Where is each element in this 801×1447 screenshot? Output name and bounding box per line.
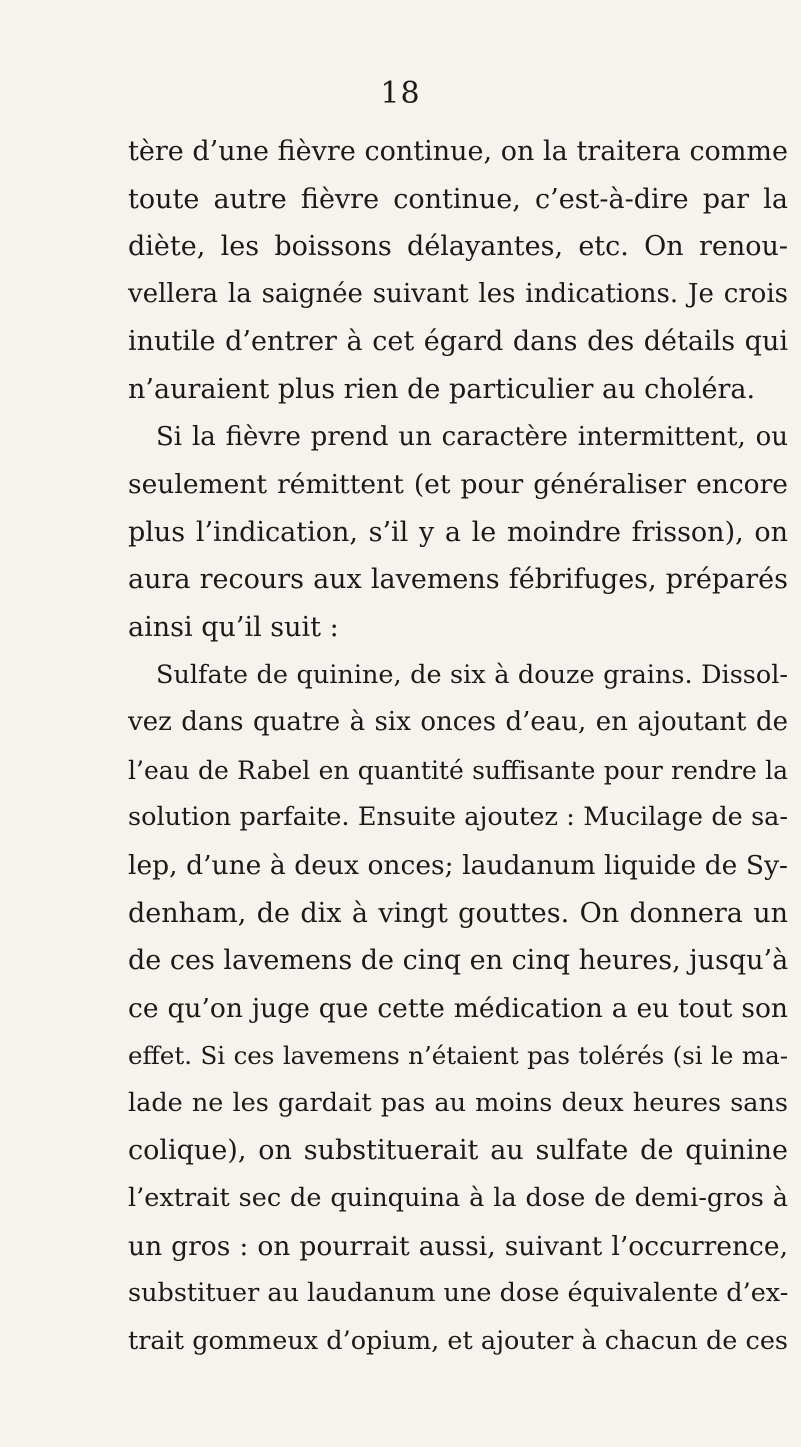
text-line: trait gommeux d’opium, et ajouter à chacun de ces [128,1325,788,1356]
text-line: vez dans quatre à six onces d’eau, en ajoutant de [128,707,788,738]
text-line: lep, d’une à deux onces; laudanum liquide de Sy- [128,849,788,881]
text-line: diète, les boissons délayantes, etc. On renou- [128,231,788,263]
text-line: aura recours aux lavemens fébrifuges, préparés [128,564,788,596]
text-line: inutile d’entrer à cet égard dans des détails qui [128,326,788,358]
text-line: effet. Si ces lavemens n’étaient pas tolérés (si le ma- [128,1041,788,1071]
text-line: n’auraient plus rien de particulier au choléra. [128,373,756,405]
text-line: de ces lavemens de cinq en cinq heures, jusqu’à [128,945,789,977]
text-line: un gros : on pourrait aussi, suivant l’occurrence, [128,1230,788,1262]
text-line: denham, de dix à vingt gouttes. On donnera un [128,897,788,929]
text-line: l’extrait sec de quinquina à la dose de demi-gros à [128,1183,788,1214]
text-line: vellera la saignée suivant les indications. Je crois [128,278,788,309]
text-line: solution parfaite. Ensuite ajoutez : Mucilage de sa- [128,802,788,833]
paragraph-start-line: Sulfate de quinine, de six à douze grains. Dissol- [156,659,788,690]
text-line: ce qu’on juge que cette médication a eu tout son [128,992,788,1024]
text-line: colique), on substituerait au sulfate de quinine [128,1135,788,1167]
text-line: l’eau de Rabel en quantité suffisante pour rendre la [128,755,788,785]
text-line: tère d’une fièvre continue, on la traitera comme [128,136,788,167]
text-line: lade ne les gardait pas au moins deux heures sans [128,1087,788,1118]
page-number: 18 [380,76,421,111]
text-line: substituer au laudanum une dose équivalente d’ex- [128,1278,789,1309]
paragraph-start-line: Si la fièvre prend un caractère intermittent, ou [156,421,788,452]
text-line: toute autre fièvre continue, c’est-à-dire par la [128,183,788,215]
body-text [128,128,788,1365]
text-line: ainsi qu’il suit : [128,611,339,643]
text-line: seulement rémittent (et pour généraliser encore [128,469,788,501]
text-line: plus l’indication, s’il y a le moindre frisson), on [128,516,788,548]
